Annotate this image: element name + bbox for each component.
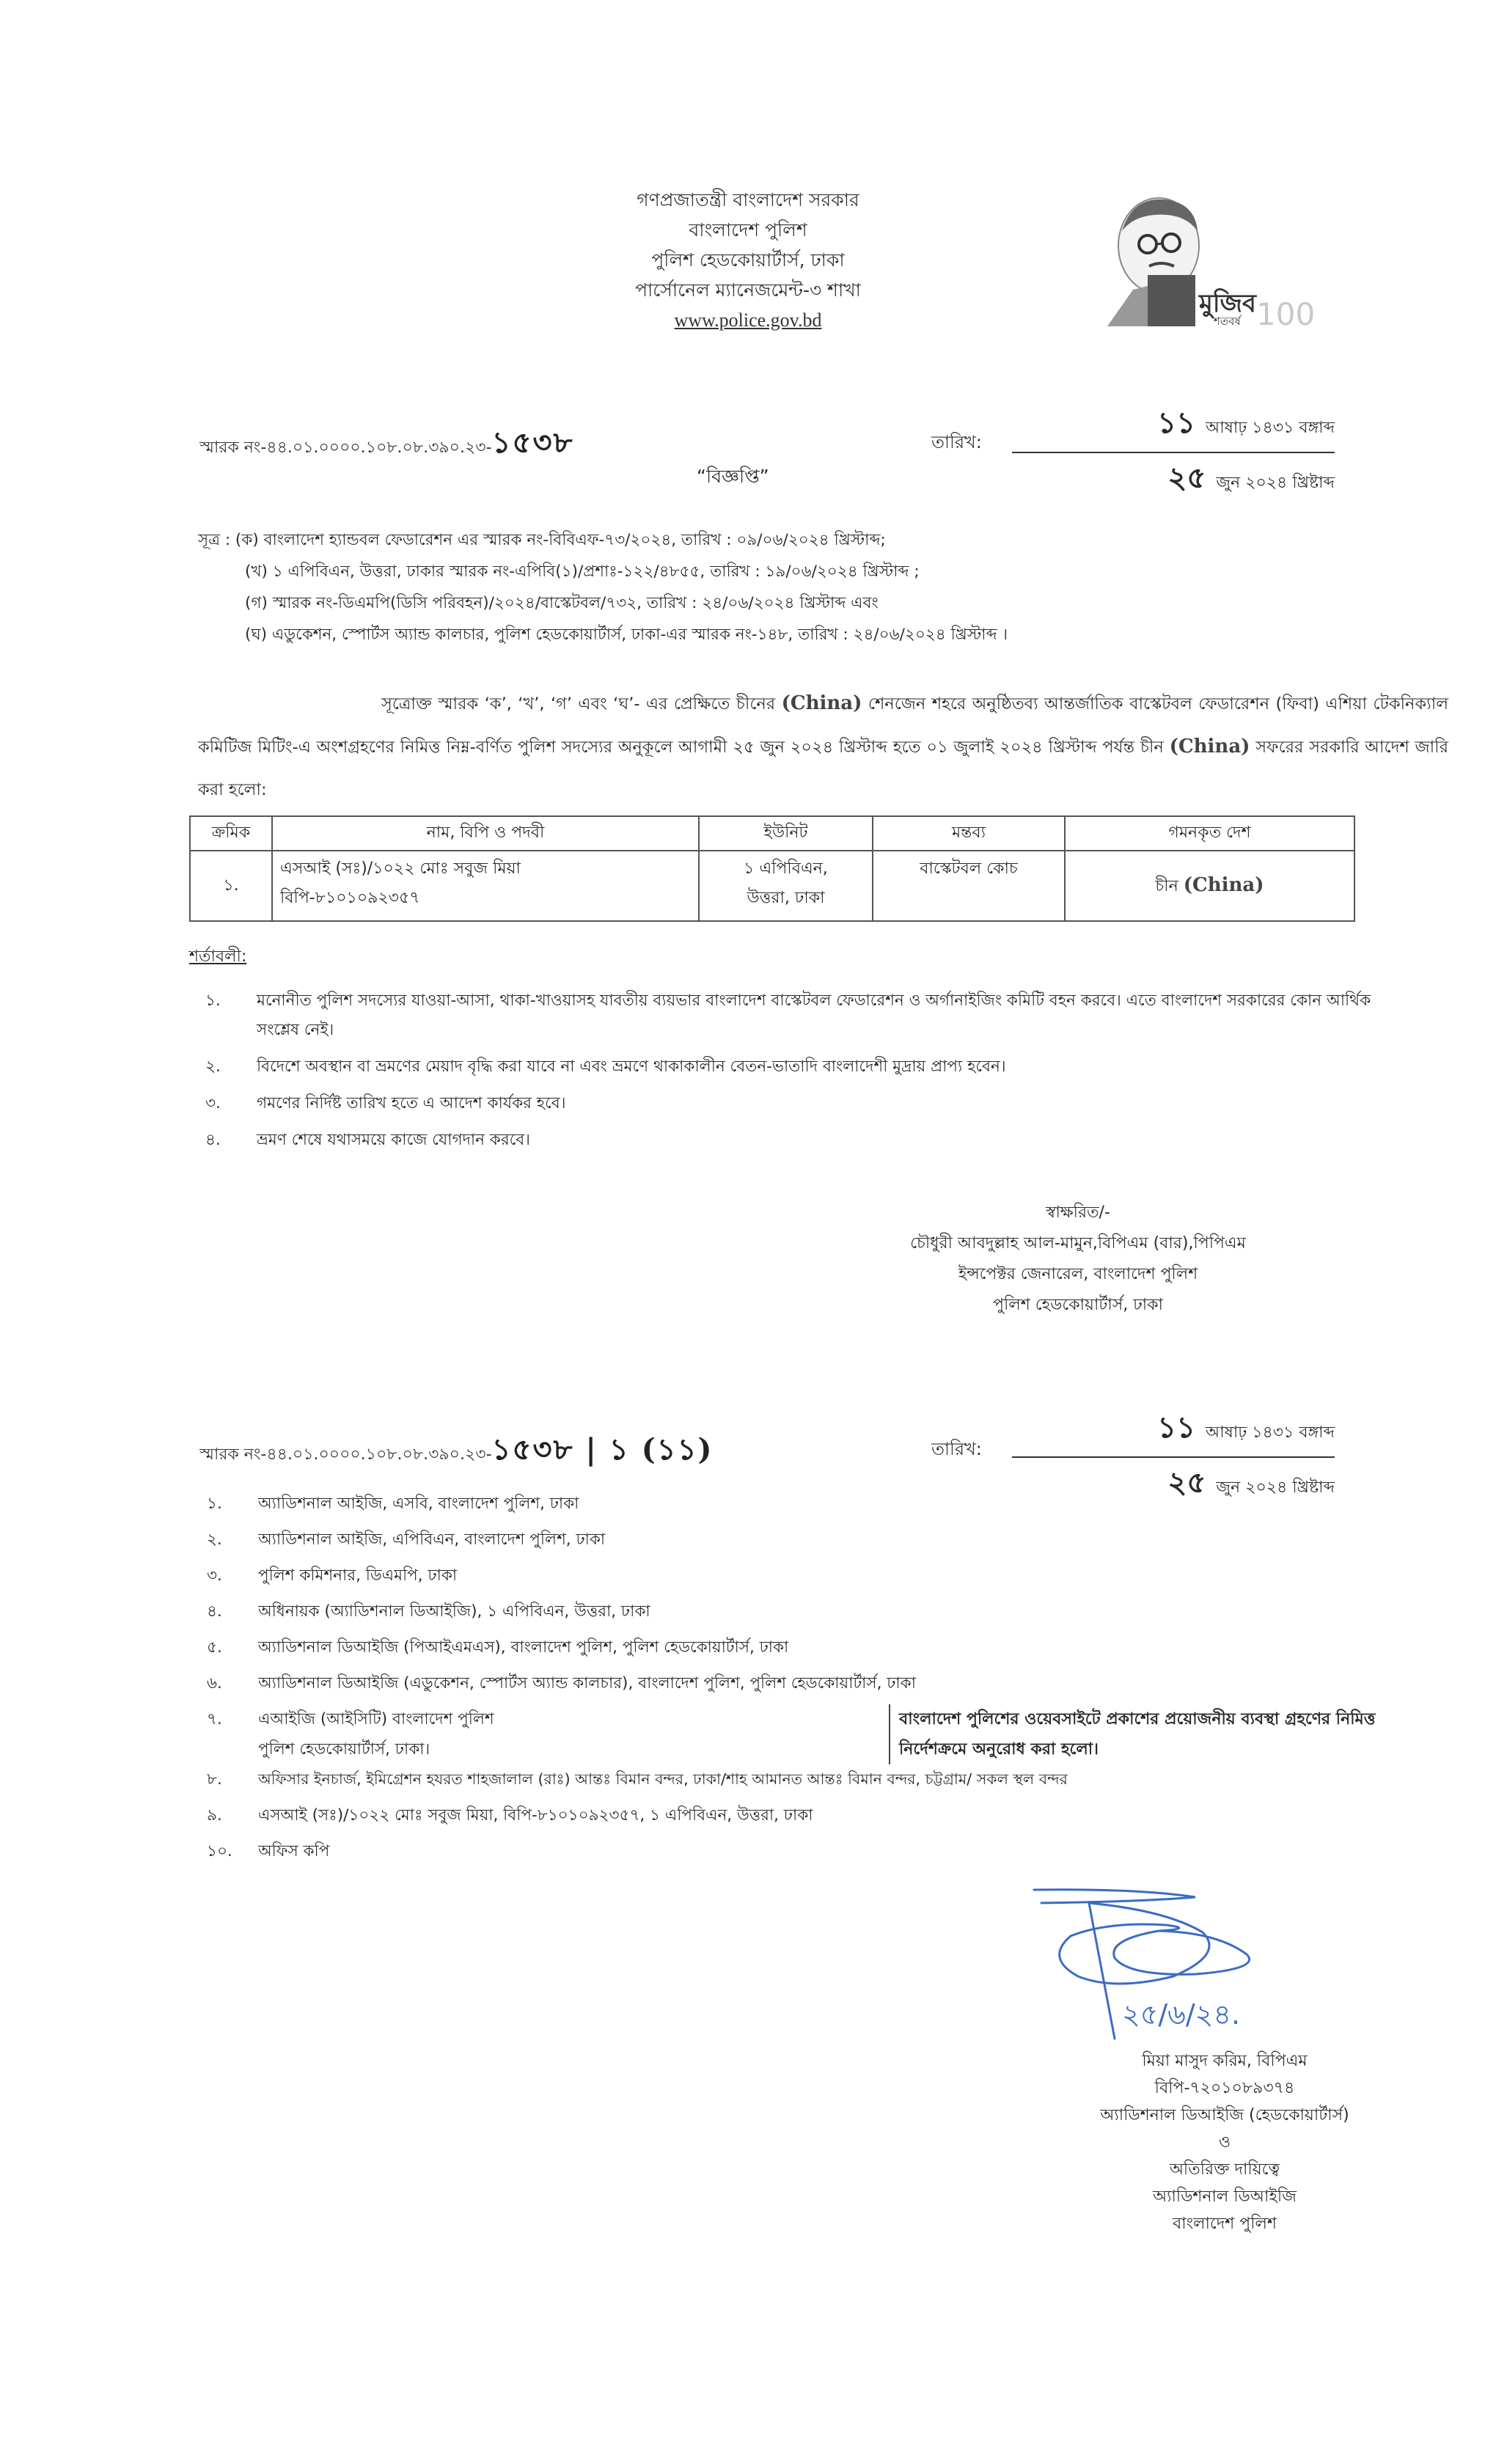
letterhead-line-hq: পুলিশ হেডকোয়ার্টার্স, ঢাকা (651, 249, 845, 271)
condition-item: ২. বিদেশে অবস্থান বা ভ্রমণের মেয়াদ বৃদ্ধি করা যাবে না এবং ভ্রমণে থাকাকালীন বেতন-ভাতাদি বাংলাদেশী মুদ্রায় প্রাপ্য হবেন। (205, 1057, 1006, 1076)
reference-item: (গ) স্মারক নং-ডিএমপি(ডিসি পরিবহন)/২০২৪/বাস্কেটবল/৭৩২, তারিখ : ২৪/০৬/২০২৪ খ্রিস্টাব্দ এবং (245, 594, 879, 612)
condition-item: ১. মনোনীত পুলিশ সদস্যের যাওয়া-আসা, থাকা-খাওয়াসহ যাবতীয় ব্যয়ভার বাংলাদেশ বাস্কেটবল ফেডারেশন ও অর্গানাইজিং কমিটি বহন করবে। এতে বাংলাদেশ সরকারের কোন আর্থিক সংশ্লেষ নেই। (205, 991, 1371, 1039)
signatory-conjunction: ও (1218, 2133, 1231, 2152)
distribution-item: ৪. অধিনায়ক (অ্যাডিশনাল ডিআইজি), ১ এপিবিএন, উত্তরা, ঢাকা (207, 1602, 650, 1621)
notice-title: “বিজ্ঞপ্তি” (697, 466, 769, 487)
col-country: গমনকৃত দেশ (1065, 816, 1354, 851)
conditions-list (205, 986, 1452, 1162)
reference-label: সূত্র : (198, 531, 231, 549)
letterhead-line-branch: পার্সোনেল ম্যানেজমেন্ট-৩ শাখা (635, 279, 861, 301)
date-block-1 (1012, 400, 1335, 504)
signatory-name: মিয়া মাসুদ করিম, বিপিএম (1142, 2052, 1308, 2070)
signatory-extra-title: অ্যাডিশনাল ডিআইজি (1153, 2188, 1297, 2206)
table-header-row (190, 816, 1354, 851)
svg-text:মুজিব: মুজিব (1199, 289, 1256, 318)
distribution-item: ৭. এআইজি (আইসিটি) বাংলাদেশ পুলিশ পুলিশ হেডকোয়ার্টার্স, ঢাকা। বাংলাদেশ পুলিশের ওয়েবসাইটে প্রকাশের প্রয়োজনীয় ব্যবস্থা গ্রহণের নিমিত্ত নির্দেশক্রমে অনুরোধ করা হলো। (207, 1704, 1453, 1764)
greg-date: জুন ২০২৪ খ্রিষ্টাব্দ (1216, 1478, 1335, 1497)
table-row (190, 851, 1354, 921)
distribution-item: ৮. অফিসার ইনচার্জ, ইমিগ্রেশন হযরত শাহজালাল (রাঃ) আন্তঃ বিমান বন্দর, ঢাকা/শাহ আমানত আন্তঃ বিমান বন্দর, চট্টগ্রাম/ সকল স্থল বন্দর (207, 1770, 1068, 1789)
svg-text:শতবর্ষ: শতবর্ষ (1214, 315, 1241, 328)
personnel-table (189, 815, 1355, 922)
signatory-bp: বিপি-৭২০১০৮৯৩৭৪ (1154, 2079, 1295, 2097)
website-publish-note: বাংলাদেশ পুলিশের ওয়েবসাইটে প্রকাশের প্রয়োজনীয় ব্যবস্থা গ্রহণের নিমিত্ত নির্দেশক্রমে অনুরোধ করা হলো। (889, 1704, 1438, 1764)
greg-day: ২৫ (1167, 1465, 1206, 1500)
date-label: তারিখ: (931, 432, 982, 452)
cell-unit: ১ এপিবিএন, উত্তরা, ঢাকা (699, 851, 873, 921)
signatory-extra-duty: অতিরিক্ত দায়িত্বে (1169, 2160, 1280, 2179)
bangla-day: ১১ (1157, 406, 1196, 440)
col-unit: ইউনিট (699, 816, 873, 851)
distribution-item: ২. অ্যাডিশনাল আইজি, এপিবিএন, বাংলাদেশ পুলিশ, ঢাকা (207, 1530, 606, 1549)
signatory-office: পুলিশ হেডকোয়ার্টার্স, ঢাকা (993, 1296, 1163, 1314)
distribution-list (207, 1489, 1453, 1872)
memo-prefix: স্মারক নং-৪৪.০১.০০০০.১০৮.০৮.৩৯০.২৩- (199, 1445, 492, 1464)
date-divider (1012, 1456, 1335, 1458)
distribution-item: ৬. অ্যাডিশনাল ডিআইজি (এডুকেশন, স্পোর্টস অ্যান্ড কালচার), বাংলাদেশ পুলিশ, পুলিশ হেডকোয়ার্টার্স, ঢাকা (207, 1674, 916, 1693)
svg-text:100: 100 (1256, 296, 1316, 332)
condition-item: ৩. গমণের নির্দিষ্ট তারিখ হতে এ আদেশ কার্যকর হবে। (205, 1094, 566, 1112)
bangla-date: আষাঢ় ১৪৩১ বঙ্গাব্দ (1206, 419, 1335, 437)
handwritten-memo-number: ১৫৩৮ | ১ (১১) (491, 1432, 714, 1467)
cell-name: এসআই (সঃ)/১০২২ মোঃ সবুজ মিয়া বিপি-৮১০১০৯২৩৫৭ (272, 851, 699, 921)
cell-country: চীন (China) (1065, 851, 1354, 921)
signatory-title: ইন্সপেক্টর জেনারেল, বাংলাদেশ পুলিশ (958, 1265, 1198, 1283)
greg-day: ২৫ (1167, 461, 1206, 495)
order-paragraph: সূত্রোক্ত স্মারক ‘ক’, ‘খ’, ‘গ’ এবং ‘ঘ’- এর প্রেক্ষিতে চীনের (China) শেনজেন শহরে অনুষ্ঠিতব্য আন্তর্জাতিক বাস্কেটবল ফেডারেশন (ফিবা) এশিয়া টেকনিক্যাল কমিটিজ মিটিং-এ অংশগ্রহণের নিমিত্ত নিম্ন-বর্ণিত পুলিশ সদস্যের অনুকূলে আগামী ২৫ জুন ২০২৪ খ্রিস্টাব্দ হতে ০১ জুলাই ২০২৪ খ্রিস্টাব্দ পর্যন্ত চীন (China) সফরের সরকারি আদেশ জারি করা হলো: (198, 692, 1448, 799)
signatory-org: বাংলাদেশ পুলিশ (1173, 2215, 1277, 2233)
date-divider (1012, 452, 1335, 453)
memo-number-1 (199, 419, 573, 469)
letterhead (469, 185, 1027, 335)
col-name: নাম, বিপি ও পদবী (272, 816, 699, 851)
reference-item: (খ) ১ এপিবিএন, উত্তরা, ঢাকার স্মারক নং-এপিবি(১)/প্রশাঃ-১২২/৪৮৫৫, তারিখ : ১৯/০৬/২০২৪ খ্রিস্টাব্দ ; (245, 562, 920, 581)
cell-serial: ১. (190, 851, 272, 921)
conditions-title: শর্তাবলী: (189, 947, 247, 966)
col-remark: মন্তব্য (873, 816, 1065, 851)
distribution-item: ৩. পুলিশ কমিশনার, ডিএমপি, ঢাকা (207, 1566, 458, 1585)
date-label: তারিখ: (931, 1439, 982, 1459)
handwritten-memo-number: ১৫৩৮ (491, 425, 574, 460)
reference-item: সূত্র : (ক) বাংলাদেশ হ্যান্ডবল ফেডারেশন এর স্মারক নং-বিবিএফ-৭৩/২০২৪, তারিখ : ০৯/০৬/২০২৪ খ্রিস্টাব্দ; (198, 531, 886, 549)
condition-item: ৪. ভ্রমণ শেষে যথাসময়ে কাজে যোগদান করবে। (205, 1131, 530, 1149)
references (198, 524, 1459, 650)
signatory-block-2 (1041, 2047, 1408, 2237)
mujib-100-logo-icon (1104, 187, 1316, 332)
website-link[interactable]: www.police.gov.bd (674, 309, 822, 331)
signatory-name: চৌধুরী আবদুল্লাহ আল-মামুন,বিপিএম (বার),পিপিএম (910, 1234, 1246, 1253)
signature-date: ২৫/৬/২৪. (1122, 1998, 1241, 2031)
bangla-date: আষাঢ় ১৪৩১ বঙ্গাব্দ (1206, 1423, 1335, 1442)
bangla-day: ১১ (1157, 1410, 1196, 1445)
greg-date: জুন ২০২৪ খ্রিষ্টাব্দ (1216, 474, 1335, 492)
signatory-block-1 (821, 1198, 1335, 1321)
cell-remark: বাস্কেটবল কোচ (873, 851, 1065, 921)
handwritten-signature-icon (1027, 1881, 1305, 2050)
memo-prefix: স্মারক নং-৪৪.০১.০০০০.১০৮.০৮.৩৯০.২৩- (199, 439, 492, 457)
signatory-title: অ্যাডিশনাল ডিআইজি (হেডকোয়ার্টার্স) (1100, 2106, 1349, 2124)
letterhead-line-government: গণপ্রজাতন্ত্রী বাংলাদেশ সরকার (637, 189, 859, 210)
distribution-item: ১০. অফিস কপি (207, 1842, 330, 1860)
col-serial: ক্রমিক (190, 816, 272, 851)
memo-number-2 (199, 1426, 713, 1475)
reference-item: (ঘ) এডুকেশন, স্পোর্টস অ্যান্ড কালচার, পুলিশ হেডকোয়ার্টার্স, ঢাকা-এর স্মারক নং-১৪৮, তারিখ : ২৪/০৬/২০২৪ খ্রিস্টাব্দ । (245, 626, 1008, 644)
distribution-item: ১. অ্যাডিশনাল আইজি, এসবি, বাংলাদেশ পুলিশ, ঢাকা (207, 1495, 579, 1513)
distribution-item: ৯. এসআই (সঃ)/১০২২ মোঃ সবুজ মিয়া, বিপি-৮১০১০৯২৩৫৭, ১ এপিবিএন, উত্তরা, ঢাকা (207, 1806, 813, 1825)
distribution-item: ৫. অ্যাডিশনাল ডিআইজি (পিআইএমএস), বাংলাদেশ পুলিশ, পুলিশ হেডকোয়ার্টার্স, ঢাকা (207, 1638, 789, 1657)
letterhead-line-police: বাংলাদেশ পুলিশ (689, 219, 807, 241)
signed-label: স্বাক্ষরিত/- (1046, 1203, 1110, 1222)
